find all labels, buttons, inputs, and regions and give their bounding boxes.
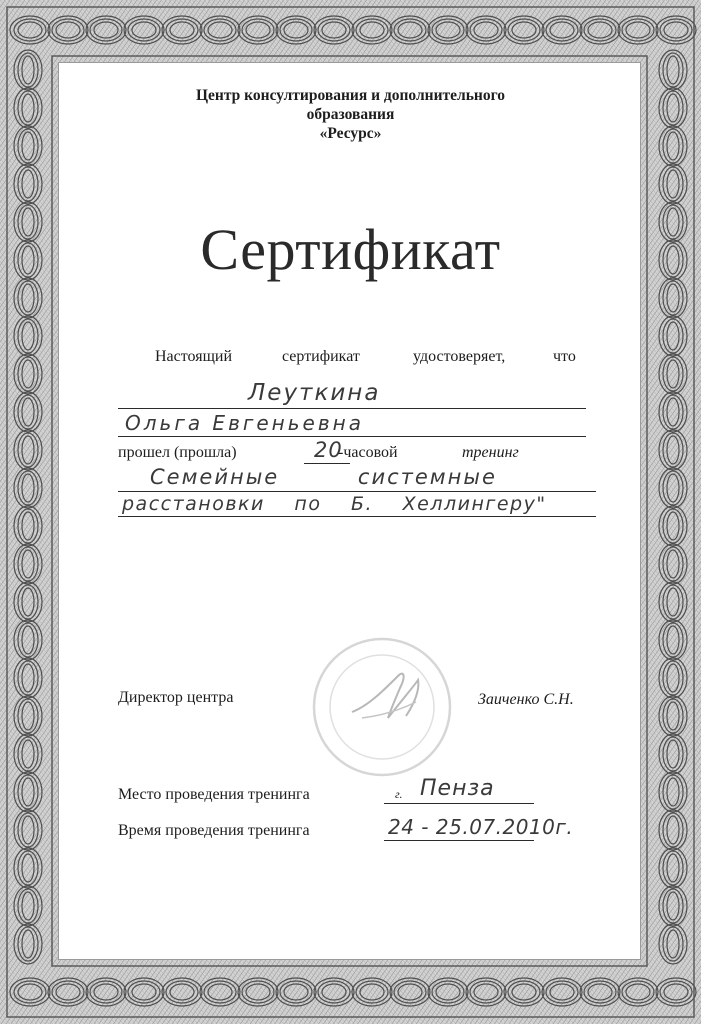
intro-word-1: Настоящий bbox=[155, 348, 233, 365]
hours-suffix: -часовой bbox=[338, 444, 398, 461]
certificate-title: Сертификат bbox=[200, 217, 501, 282]
training-name-line-2: расстановки по Б. Хеллингеру" bbox=[122, 493, 547, 515]
place-underline bbox=[384, 803, 534, 804]
training-name-line-1: Семейные системные bbox=[150, 465, 497, 489]
place-label: Место проведения тренинга bbox=[118, 786, 310, 803]
passed-label: прошел (прошла) bbox=[118, 444, 237, 461]
organization-line-2: образования bbox=[306, 106, 395, 123]
training-word: тренинг bbox=[462, 444, 519, 461]
director-name: Заиченко С.Н. bbox=[478, 691, 574, 708]
training-hours: 20 bbox=[314, 438, 343, 462]
organization-line-1: Центр консултирования и дополнительного bbox=[196, 87, 505, 104]
time-underline bbox=[384, 840, 534, 841]
place-prefix: г. bbox=[395, 787, 403, 801]
intro-word-2: сертификат bbox=[282, 348, 360, 365]
time-value: 24 - 25.07.2010г. bbox=[388, 815, 574, 839]
time-label: Время проведения тренинга bbox=[118, 822, 310, 839]
place-value: Пенза bbox=[420, 776, 495, 801]
recipient-name: Ольга Евгеньевна bbox=[125, 411, 364, 435]
organization-name: «Ресурс» bbox=[319, 125, 382, 142]
director-label: Директор центра bbox=[118, 689, 234, 706]
intro-word-3: удостоверяет, bbox=[413, 348, 506, 365]
recipient-surname: Леуткина bbox=[248, 380, 381, 406]
intro-word-4: что bbox=[553, 348, 576, 365]
